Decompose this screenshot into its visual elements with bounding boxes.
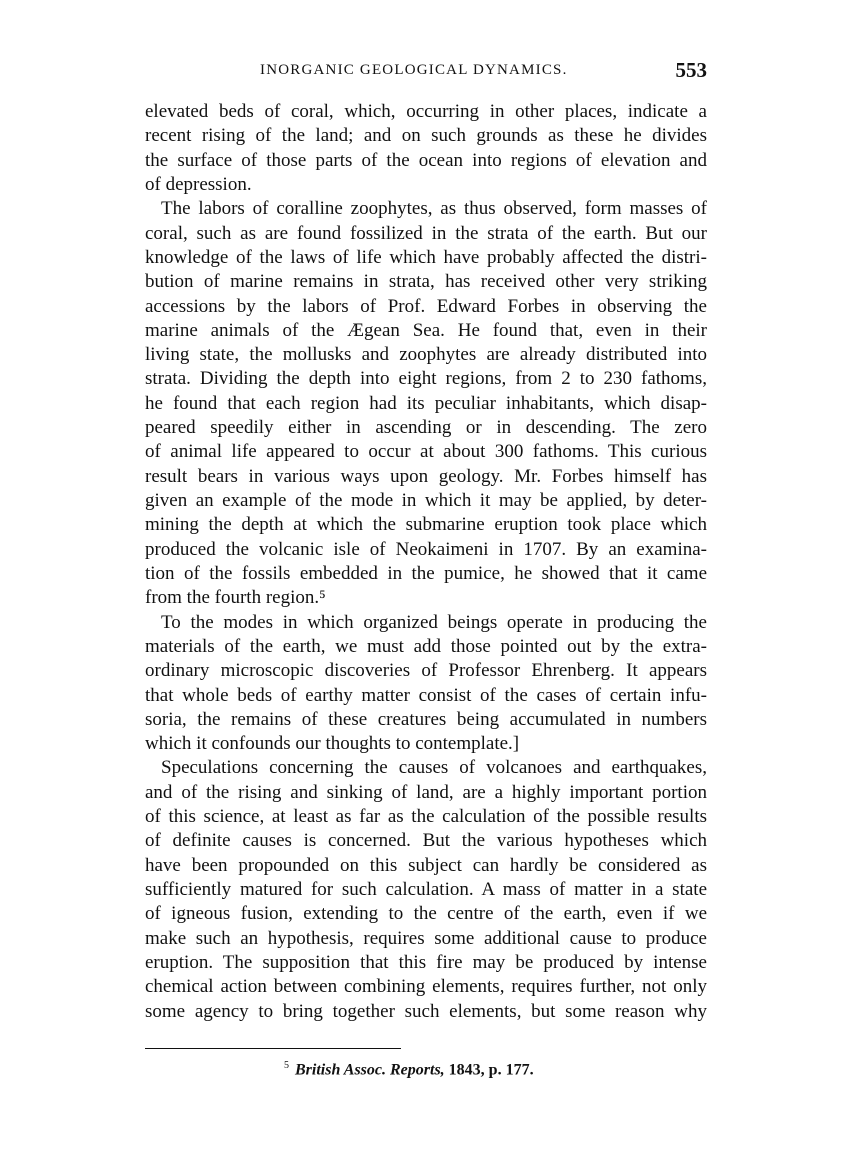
- text-line: bution of marine remains in strata, has received other very striking: [145, 271, 707, 293]
- book-page: [145, 58, 707, 1024]
- text-line: of depression.: [145, 173, 252, 195]
- text-line: living state, the mollusks and zoophytes are already distributed into: [145, 344, 707, 366]
- text-line: elevated beds of coral, which, occurring in other places, indicate a: [145, 101, 707, 122]
- text-line: have been propounded on this subject can hardly be considered as: [145, 854, 707, 876]
- footnote: [284, 1060, 534, 1079]
- text-line: marine animals of the Ægean Sea. He found that, even in their: [145, 319, 707, 341]
- text-line: of definite causes is concerned. But the various hypotheses which: [145, 830, 707, 852]
- footnote-source: British Assoc. Reports,: [295, 1061, 445, 1079]
- text-line: coral, such as are found fossilized in the strata of the earth. But our: [145, 222, 707, 244]
- running-title: INORGANIC GEOLOGICAL DYNAMICS.: [260, 62, 568, 78]
- text-line: produced the volcanic isle of Neokaimeni in 1707. By an examina-: [145, 538, 707, 560]
- text-line: The labors of coralline zoophytes, as thus observed, form masses of: [161, 198, 707, 220]
- text-line: Speculations concerning the causes of volcanoes and earthquakes,: [161, 757, 707, 779]
- text-line: sufficiently matured for such calculation. A mass of matter in a state: [145, 879, 707, 900]
- footnote-citation: 1843, p. 177.: [444, 1061, 534, 1079]
- text-line: soria, the remains of these creatures being accumulated in numbers: [145, 708, 707, 730]
- text-line: mining the depth at which the submarine eruption took place which: [145, 514, 707, 536]
- text-line: some agency to bring together such elements, but some reason why: [145, 1000, 707, 1022]
- text-line: recent rising of the land; and on such grounds as these he divides: [145, 125, 707, 147]
- text-line: accessions by the labors of Prof. Edward Forbes in observing the: [145, 295, 707, 317]
- text-line: of this science, at least as far as the calculation of the possible results: [145, 806, 707, 828]
- running-head: [145, 58, 707, 88]
- text-line: tion of the fossils embedded in the pumice, he showed that it came: [145, 562, 707, 584]
- text-line: of animal life appeared to occur at about 300 fathoms. This curious: [145, 441, 707, 463]
- body-text: [145, 100, 707, 1024]
- text-line: that whole beds of earthy matter consist of the cases of certain infu-: [145, 684, 707, 706]
- text-line: knowledge of the laws of life which have probably affected the distri-: [145, 246, 707, 268]
- text-line: eruption. The supposition that this fire may be produced by intense: [145, 951, 707, 973]
- text-line: the surface of those parts of the ocean into regions of elevation and: [145, 149, 707, 171]
- text-line: peared speedily either in ascending or in descending. The zero: [145, 417, 707, 439]
- page-number: 553: [675, 58, 707, 82]
- text-line: chemical action between combining elements, requires further, not only: [145, 976, 707, 998]
- footnote-rule: [145, 1048, 401, 1049]
- text-line: given an example of the mode in which it may be applied, by deter-: [145, 490, 707, 511]
- text-line: make such an hypothesis, requires some additional cause to produce: [145, 927, 707, 949]
- text-line: which it confounds our thoughts to contemplate.]: [145, 733, 520, 755]
- text-line: strata. Dividing the depth into eight regions, from 2 to 230 fathoms,: [145, 368, 707, 390]
- text-line: he found that each region had its peculiar inhabitants, which disap-: [145, 392, 707, 414]
- text-line: result bears in various ways upon geology. Mr. Forbes himself has: [145, 465, 707, 487]
- text-line: of igneous fusion, extending to the centre of the earth, even if we: [145, 903, 707, 925]
- footnote-marker: 5: [284, 1060, 289, 1071]
- text-line: To the modes in which organized beings operate in producing the: [161, 611, 707, 633]
- text-line: and of the rising and sinking of land, are a highly important portion: [145, 781, 707, 803]
- text-line: materials of the earth, we must add those pointed out by the extra-: [145, 635, 707, 657]
- text-line: from the fourth region.⁵: [145, 587, 326, 609]
- text-line: ordinary microscopic discoveries of Professor Ehrenberg. It appears: [145, 660, 707, 682]
